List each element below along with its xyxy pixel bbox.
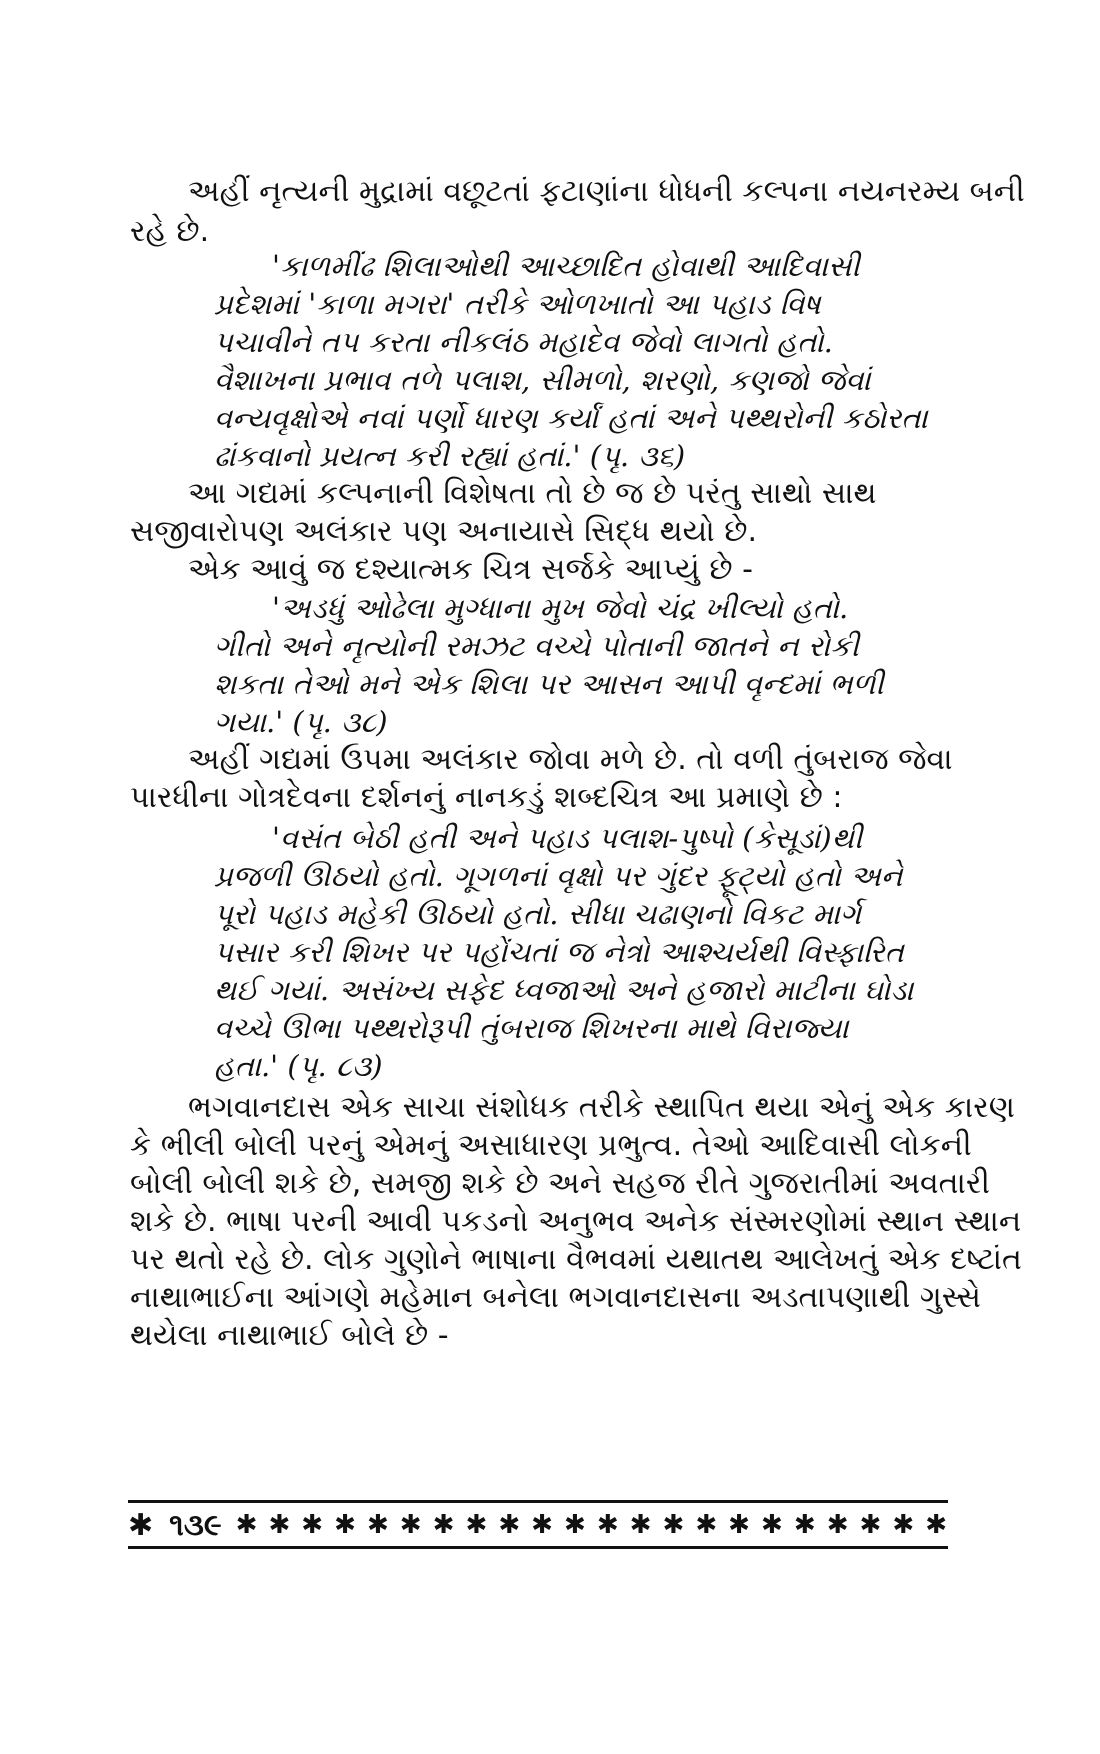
quote-line: વચ્ચે ઊભા પથ્થરોરૂપી તુંબરાજ શિખરના માથે વિરાજ્યા [214,1011,849,1045]
quote-line: વન્યવૃક્ષોએ નવાં પર્ણો ધારણ કર્યાં હતાં અને પથ્થરોની કઠોરતા [214,401,928,435]
text-line: આ ગદ્યમાં કલ્પનાની વિશેષતા તો છે જ છે પરંતુ સાથો સાથ [188,476,877,511]
text-line: અહીં નૃત્યની મુદ્રામાં વછૂટતાં ફટાણાંના ધોધની કલ્પના નયનરમ્ય બની [188,174,1025,209]
text-line: સજીવારોપણ અલંકાર પણ અનાયાસે સિદ્ધ થયો છે. [130,514,758,549]
quote-line: વૈશાખના પ્રભાવ તળે પલાશ, સીમળો, શરણો, કણજો જેવાં [214,363,871,397]
quote-line: 'વસંત બેઠી હતી અને પહાડ પલાશ-પુષ્પો (કેસૂડાં)થી [272,821,863,855]
quote-line: શકતા તેઓ મને એક શિલા પર આસન આપી વૃન્દમાં ભળી [214,667,884,701]
quote-line: પચાવીને તપ કરતા નીકલંઠ મહાદેવ જેવો લાગતો હતો. [214,325,833,359]
text-line: કે ભીલી બોલી પરનું એમનું અસાધારણ પ્રભુત્વ. તેઓ આદિવાસી લોકની [130,1128,972,1163]
text-line: રહે છે. [130,214,210,249]
quote-line: 'અડધું ઓઢેલા મુગ્ધાના મુખ જેવો ચંદ્ર ખીલ્યો હતો. [272,591,849,625]
quote-line: પ્રજળી ઊઠયો હતો. ગૂગળનાં વૃક્ષો પર ગુંદર ફૂટ્યો હતો અને [214,859,903,893]
star-border-ornament: ✱ ✱ ✱ ✱ ✱ ✱ ✱ ✱ ✱ ✱ ✱ ✱ ✱ ✱ ✱ ✱ ✱ ✱ ✱ ✱ ✱ ✱ [235,1510,948,1540]
text-line: એક આવું જ દશ્યાત્મક ચિત્ર સર્જકે આપ્યું છે - [188,552,753,587]
text-line: બોલી બોલી શકે છે, સમજી શકે છે અને સહજ રીતે ગુજરાતીમાં અવતારી [130,1166,990,1201]
quote-line: ગયા.' (પૃ. ૩૮) [214,705,388,739]
quote-line: પૂરો પહાડ મહેકી ઊઠયો હતો. સીધા ચઢાણનો વિકટ માર્ગ [214,897,862,931]
text-line: અહીં ગદ્યમાં ઉપમા અલંકાર જોવા મળે છે. તો વળી તુંબરાજ જેવા [188,742,953,777]
quote-line: પસાર કરી શિખર પર પહોંચતાં જ નેત્રો આશ્ચર્યથી વિસ્ફારિત [214,935,904,969]
text-line: પર થતો રહે છે. લોક ગુણોને ભાષાના વૈભવમાં યથાતથ આલેખતું એક દષ્ટાંત [130,1242,1022,1277]
page-footer [128,1504,948,1546]
text-line: નાથાભાઈના આંગણે મહેમાન બનેલા ભગવાનદાસના અડતાપણાથી ગુસ્સે [130,1280,981,1315]
text-line: શકે છે. ભાષા પરની આવી પકડનો અનુભવ અનેક સંસ્મરણોમાં સ્થાન સ્થાન [130,1204,1022,1239]
text-line: પારધીના ગોત્રદેવના દર્શનનું નાનકડું શબ્દચિત્ર આ પ્રમાણે છે : [130,780,843,815]
text-line: ભગવાનદાસ એક સાચા સંશોધક તરીકે સ્થાપિત થયા એનું એક કારણ [188,1090,1015,1125]
quote-line: ગીતો અને નૃત્યોની રમઝટ વચ્ચે પોતાની જાતને ન રોકી [214,629,859,663]
quote-line: હતા.' (પૃ. ૮૩) [214,1049,383,1083]
footer-rule-top [128,1500,948,1503]
quote-line: થઈ ગયાં. અસંખ્ય સફેદ ધ્વજાઓ અને હજારો માટીના ઘોડા [214,973,914,1007]
quote-line: પ્રદેશમાં 'કાળા મગરા' તરીકે ઓળખાતો આ પહાડ વિષ [214,287,821,321]
quote-line: ઢાંકવાનો પ્રયત્ન કરી રહ્યાં હતાં.' (પૃ. ૩૬) [214,439,686,473]
text-line: થયેલા નાથાભાઈ બોલે છે - [130,1318,449,1353]
page-number: ૧૩૯ [169,1507,222,1543]
footer-rule-bottom [128,1546,948,1549]
star-ornament-icon: ✱ [128,1507,154,1543]
quote-line: 'કાળમીંઢ શિલાઓથી આચ્છાદિત હોવાથી આદિવાસી [272,249,860,283]
